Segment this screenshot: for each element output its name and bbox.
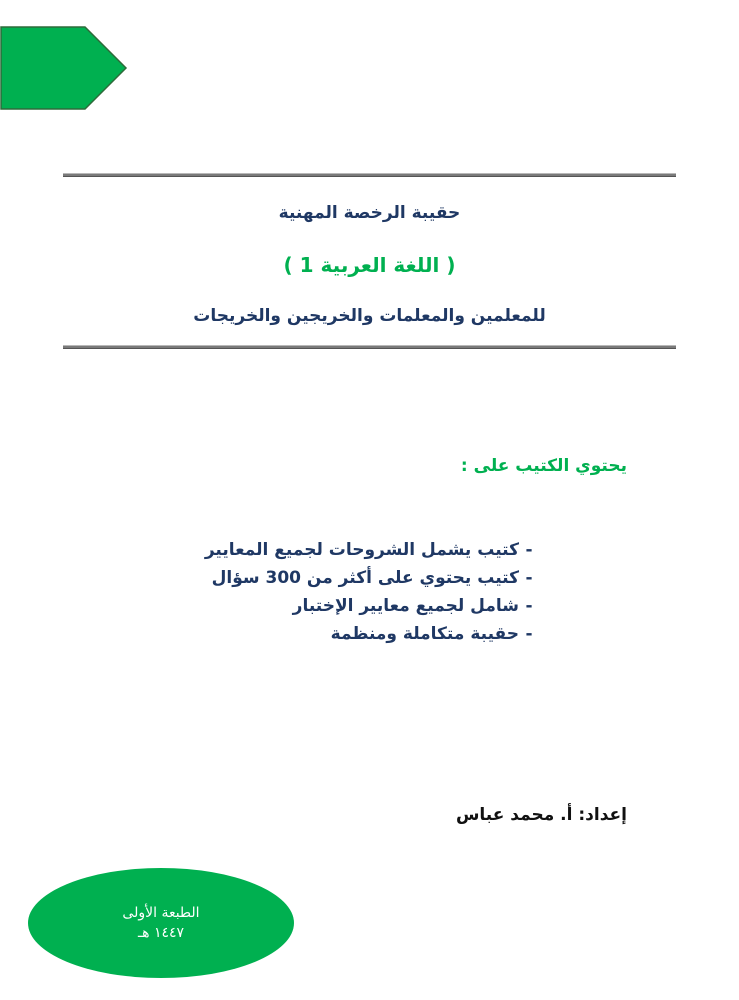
edition-year: ١٤٤٧ هـ: [138, 925, 185, 941]
bullet-dash: -: [525, 568, 533, 588]
subject-title: ( اللغة العربية 1 ): [283, 253, 456, 277]
green-arrow-shape: [0, 26, 128, 110]
list-item-text: كتيب يحتوي على أكثر من 300 سؤال: [211, 568, 519, 588]
list-item: [205, 592, 539, 620]
bullet-dash: -: [525, 624, 533, 644]
package-title: حقيبة الرخصة المهنية: [278, 203, 461, 223]
list-item: [205, 564, 539, 592]
bullet-dash: -: [525, 596, 533, 616]
list-item: [205, 536, 539, 564]
list-item: [205, 620, 539, 648]
features-list: [205, 536, 539, 648]
edition-label: الطبعة الأولى: [122, 905, 200, 921]
bullet-dash: -: [525, 540, 533, 560]
list-item-text: حقيبة متكاملة ومنظمة: [330, 624, 519, 644]
author-credit: إعداد: أ. محمد عباس: [455, 805, 627, 825]
audience-line: للمعلمين والمعلمات والخريجين والخريجات: [193, 306, 546, 326]
bottom-divider: [63, 345, 676, 349]
edition-badge: [28, 868, 294, 978]
contents-heading: يحتوي الكتيب على :: [460, 456, 627, 476]
list-item-text: شامل لجميع معايير الإختبار: [292, 596, 519, 616]
top-divider: [63, 173, 676, 177]
list-item-text: كتيب يشمل الشروحات لجميع المعايير: [204, 540, 519, 560]
